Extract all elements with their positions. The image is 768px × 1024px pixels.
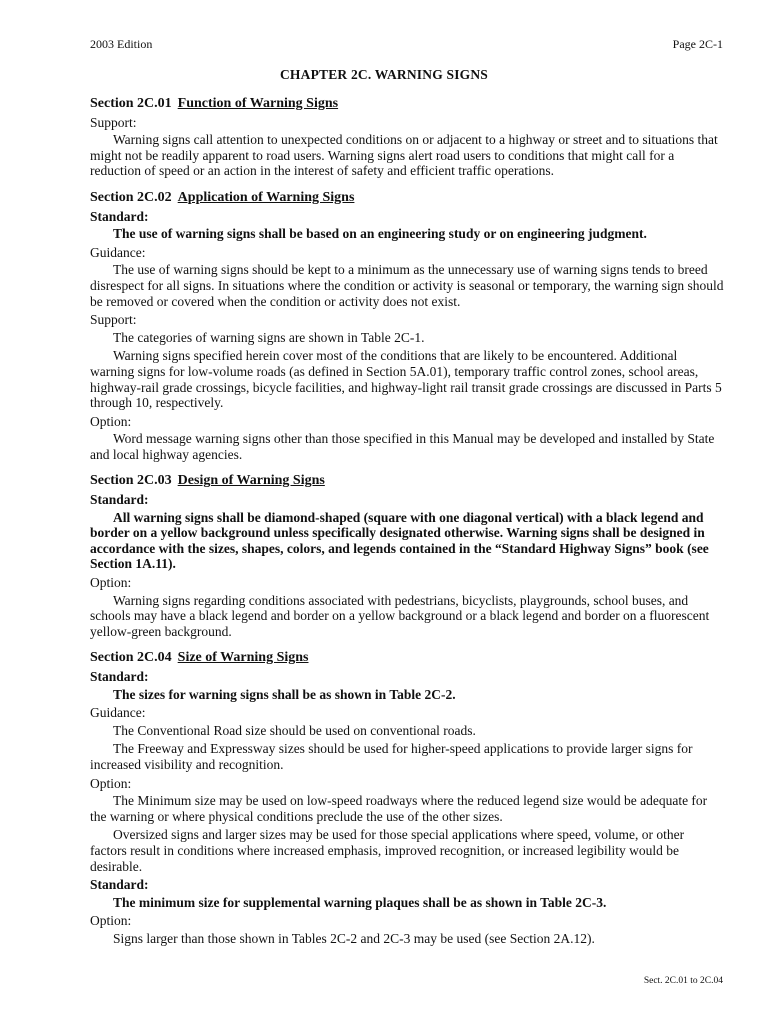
section-heading [90, 473, 724, 489]
body-paragraph: The categories of warning signs are shown in Table 2C-1. [113, 329, 425, 345]
paragraph-label: Option: [90, 413, 132, 429]
section-spacer [90, 642, 724, 650]
paragraph-label: Standard: [90, 492, 149, 508]
chapter-title: CHAPTER 2C. WARNING SIGNS [279, 67, 489, 82]
section-number: Section 2C.04 [90, 650, 172, 666]
section-title: Design of Warning Signs [177, 473, 325, 489]
section-number: Section 2C.02 [90, 189, 172, 205]
paragraph-label: Option: [90, 775, 132, 791]
section-spacer [90, 182, 724, 190]
body-paragraph: Signs larger than those shown in Tables 2C-2 and 2C-3 may be used (see Section 2A.12). [113, 930, 595, 946]
body-paragraph: Warning signs call attention to unexpected conditions on or adjacent to a highway or street and to situations that might not be readily apparent to road users. Warning signs alert road users to conditions that might call for a reduction of speed or an action in the interest of safety and efficient traffic operations. [90, 132, 718, 179]
body-paragraph: The Conventional Road size should be used on conventional roads. [113, 722, 476, 738]
section-title: Function of Warning Signs [177, 96, 339, 111]
body-paragraph: The minimum size for supplemental warning plaques shall be as shown in Table 2C-3. [113, 894, 607, 910]
paragraph-label: Standard: [90, 877, 149, 893]
paragraph-label: Guidance: [90, 705, 146, 721]
section-title: Size of Warning Signs [177, 650, 309, 666]
body-paragraph: Warning signs regarding conditions associated with pedestrians, bicyclists, playgrounds, school buses, and schools may have a black legend and border on a yellow background or a black legend and border on a fluorescent yellow-green background. [90, 592, 710, 639]
footer-section-range: Sect. 2C.01 to 2C.04 [643, 976, 723, 986]
body-paragraph: The use of warning signs should be kept to a minimum as the unnecessary use of warning signs tends to breed disrespect for all signs. In situations where the condition or activity is seasonal or temporary, the warning sign should be removed or covered when the condition or activity does not exist. [90, 262, 724, 309]
paragraph-label: Standard: [90, 208, 149, 224]
body-paragraph: Warning signs specified herein cover most of the conditions that are likely to be encountered. Additional warning signs for low-volume roads (as defined in Section 5A.01), temporary traffic control zones, school areas, highway-rail grade crossings, bicycle facilities, and highway-light rail transit grade crossings are discussed in Parts 5 through 10, respectively. [90, 348, 722, 411]
body-paragraph: The Freeway and Expressway sizes should be used for higher-speed applications to provide larger signs for increased visibility and recognition. [90, 741, 693, 772]
paragraph-label: Option: [90, 913, 132, 929]
section-number: Section 2C.03 [90, 473, 172, 489]
section-heading [90, 96, 724, 112]
section-heading [90, 190, 724, 206]
body-paragraph: The Minimum size may be used on low-speed roadways where the reduced legend size would be adequate for the warning or where physical conditions preclude the use of the other sizes. [90, 793, 708, 824]
body-paragraph: The use of warning signs shall be based on an engineering study or on engineering judgment. [113, 226, 647, 242]
paragraph-label: Guidance: [90, 244, 146, 260]
body-paragraph: Oversized signs and larger sizes may be used for those special applications where speed, volume, or other factors result in conditions where increased emphasis, improved recognition, or increased legibility would be desirable. [90, 827, 685, 874]
paragraph-label: Support: [90, 312, 137, 328]
section-spacer [90, 465, 724, 473]
section-number: Section 2C.01 [90, 96, 172, 111]
body-paragraph: The sizes for warning signs shall be as shown in Table 2C-2. [113, 686, 456, 702]
body-paragraph: Word message warning signs other than those specified in this Manual may be developed and installed by State and local highway agencies. [90, 431, 715, 462]
edition-label: 2003 Edition [90, 37, 153, 51]
paragraph-label: Standard: [90, 669, 149, 684]
paragraph-label: Support: [90, 114, 137, 130]
section-heading [90, 650, 724, 666]
section-title: Application of Warning Signs [177, 189, 355, 205]
document-body [90, 96, 724, 950]
page-number: Page 2C-1 [672, 37, 723, 51]
paragraph-label: Option: [90, 575, 132, 591]
body-paragraph: All warning signs shall be diamond-shaped (square with one diagonal vertical) with a black legend and border on a yellow background unless specifically designated otherwise. Warning signs shall be designed in accordance with the sizes, shapes, colors, and legends contained in the “Standard Highway Signs” book (see Section 1A.11). [90, 509, 709, 572]
